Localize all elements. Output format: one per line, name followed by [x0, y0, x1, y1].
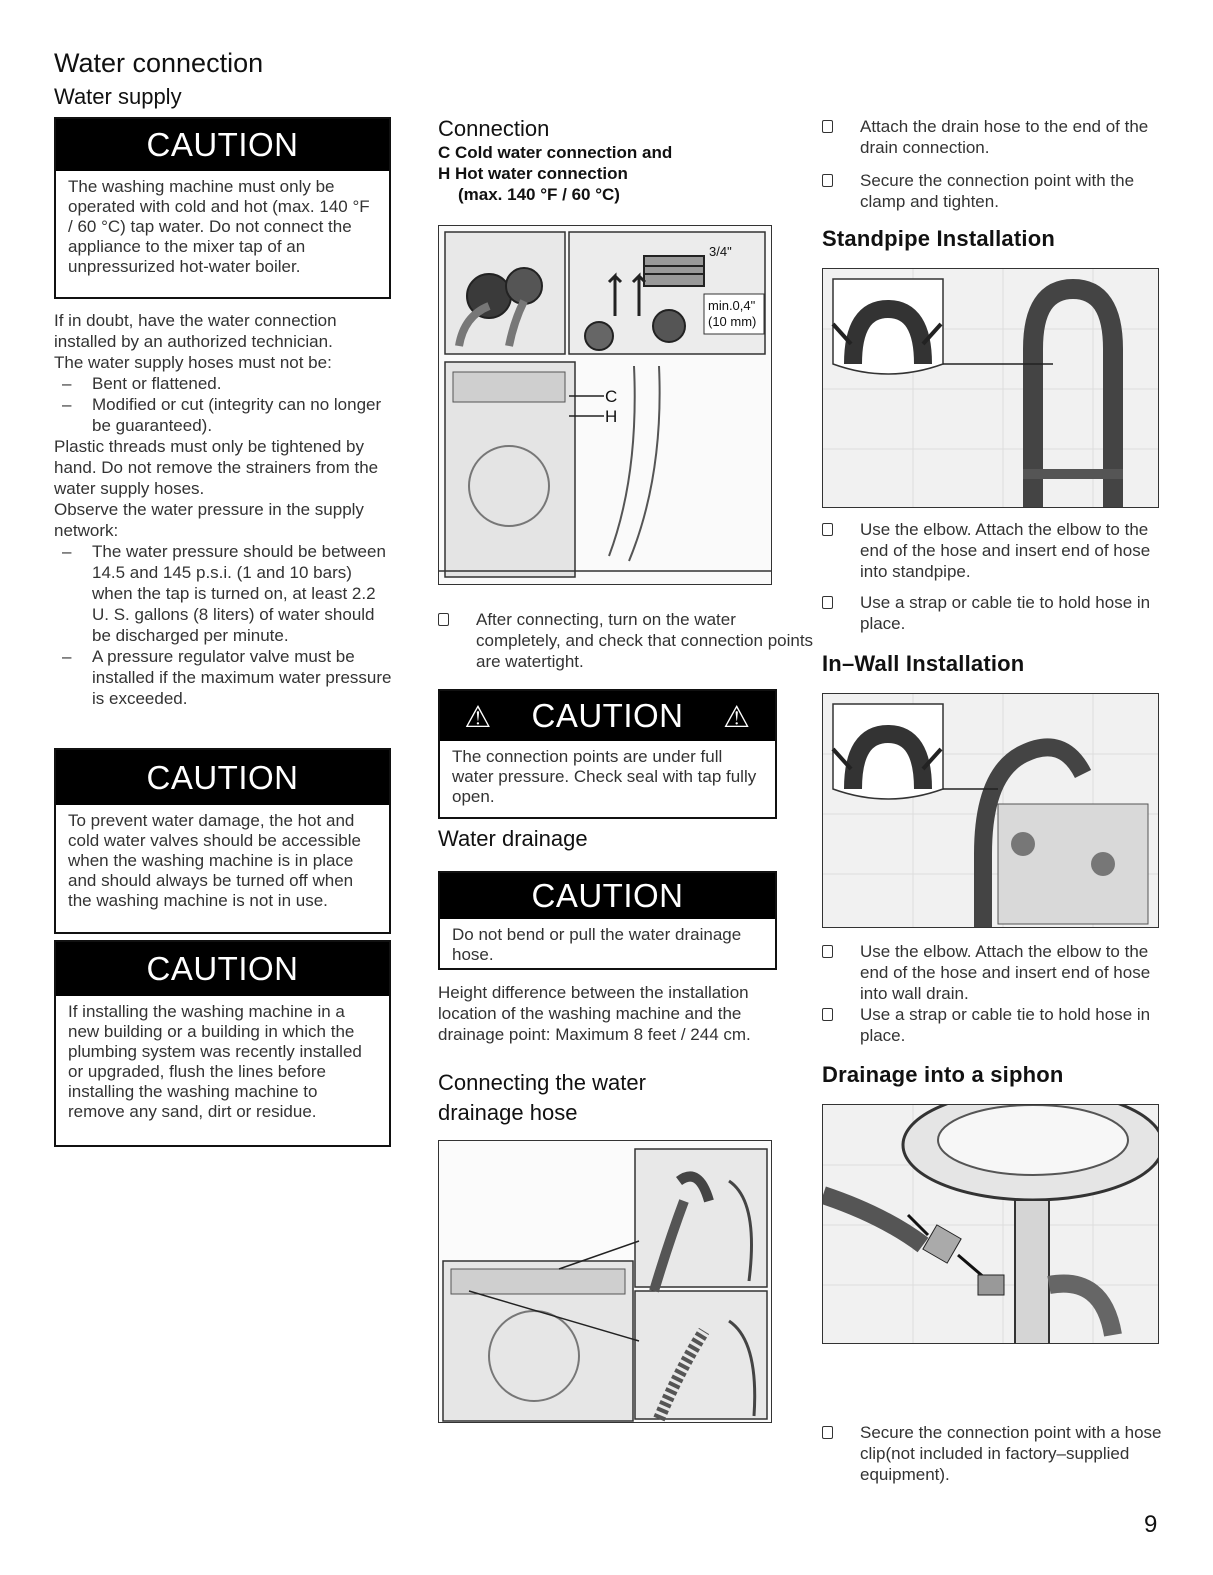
- checkbox-icon: [438, 613, 449, 626]
- connection-hot: H Hot water connection: [438, 164, 628, 183]
- page-title: Water connection: [54, 48, 264, 78]
- inwall-illustration: [823, 694, 1159, 928]
- caution-label: CAUTION: [531, 697, 684, 734]
- list-item: – A pressure regulator valve must be installed if the maximum water pressure is exceeded.: [62, 647, 392, 708]
- checkbox-icon: [822, 523, 833, 536]
- drainage-title: Water drainage: [438, 826, 588, 851]
- standpipe-illustration: [823, 269, 1159, 508]
- caution-label: CAUTION: [56, 119, 389, 171]
- caution-label: CAUTION: [440, 873, 775, 919]
- h-label: H: [605, 407, 618, 426]
- paragraph: If in doubt, have the water connection installed by an authorized technician.: [54, 311, 337, 351]
- checkbox-icon: [822, 596, 833, 609]
- siphon-figure: [822, 1104, 1159, 1344]
- caution-text: Do not bend or pull the water drainage hose.: [452, 925, 742, 964]
- min-label-1: min.0,4": [708, 298, 756, 313]
- inwall-steps: [822, 941, 1167, 1046]
- page-number: 9: [1144, 1511, 1158, 1538]
- connection-cold: C Cold water connection and: [438, 143, 673, 162]
- caution-text: The washing machine must only be operated with cold and hot (max. 140 °F / 60 °C) tap water. Do not connect the appliance to the mixer tap of an unpressurized hot-water boiler.: [68, 177, 370, 276]
- siphon-step: Secure the connection point with a hose clip(not included in factory–supplied equipment).: [822, 1422, 1205, 1485]
- after-connecting-step: After connecting, turn on the water completely, and check that connection points are watertight.: [438, 609, 816, 672]
- siphon-illustration: [823, 1105, 1159, 1344]
- inwall-title: In–Wall Installation: [822, 651, 1025, 676]
- caution-box-2: [54, 748, 391, 934]
- thread-label: 3/4": [709, 244, 732, 259]
- connection-header: [438, 116, 778, 205]
- connection-figure: [438, 225, 772, 585]
- warning-triangle-icon: ⚠: [723, 701, 751, 734]
- paragraph: The water supply hoses must not be:: [54, 353, 332, 372]
- list-item: – Bent or flattened.: [62, 374, 222, 393]
- height-text: Height difference between the installation location of the washing machine and the drainage point: Maximum 8 feet / 244 cm.: [438, 983, 751, 1044]
- min-label-2: (10 mm): [708, 314, 757, 329]
- checkbox-icon: [822, 1008, 833, 1021]
- connection-title: Connection: [438, 116, 550, 141]
- list-item: – Modified or cut (integrity can no longer be guaranteed).: [62, 395, 382, 435]
- caution-label: CAUTION: [56, 750, 389, 805]
- caution-text: To prevent water damage, the hot and cold water valves should be accessible when the washing machine is in place and should always be turned off when the washing machine is not in use.: [68, 811, 361, 910]
- inwall-figure: [822, 693, 1159, 928]
- step-item: Secure the connection point with the clamp and tighten.: [822, 170, 1167, 212]
- caution-text: The connection points are under full water pressure. Check seal with tap fully open.: [452, 747, 757, 806]
- standpipe-title: Standpipe Installation: [822, 226, 1055, 251]
- standpipe-steps: [822, 519, 1167, 634]
- connecting-title: Connecting the water drainage hose: [438, 1070, 646, 1125]
- drain-hose-illustration: [439, 1141, 772, 1423]
- warning-triangle-icon: ⚠: [464, 701, 492, 734]
- col3-steps: [822, 116, 1167, 212]
- checkbox-icon: [822, 1426, 833, 1439]
- standpipe-figure: [822, 268, 1159, 508]
- checkbox-icon: [822, 120, 833, 133]
- checkbox-icon: [822, 945, 833, 958]
- step-item: Use a strap or cable tie to hold hose in place.: [822, 1004, 1167, 1046]
- caution-box-1: [54, 117, 391, 299]
- paragraph: Observe the water pressure in the supply network:: [54, 500, 364, 540]
- col1-body: [54, 310, 394, 709]
- connection-max: (max. 140 °F / 60 °C): [458, 185, 620, 204]
- connection-illustration: [439, 226, 772, 585]
- caution-text: If installing the washing machine in a new building or a building in which the plumbing system was recently installed or upgraded, flush the lines before installing the washing machine to remove any sand, dirt or residue.: [68, 1002, 362, 1121]
- step-item: Use a strap or cable tie to hold hose in place.: [822, 592, 1167, 634]
- caution-box-5: [438, 871, 777, 970]
- caution-header: [440, 691, 775, 741]
- step-item: Use the elbow. Attach the elbow to the end of the hose and insert end of hose into standpipe.: [822, 519, 1167, 582]
- list-item: – The water pressure should be between 14.5 and 145 p.s.i. (1 and 10 bars) when the tap is turned on, at least 2.2 U. S. gallons (8 liters) of water should be discharged per minute.: [62, 542, 386, 645]
- drain-hose-figure: [438, 1140, 772, 1423]
- caution-box-4: [438, 689, 777, 819]
- page-subtitle: Water supply: [54, 84, 182, 109]
- c-label: C: [605, 387, 618, 406]
- step-item: Use the elbow. Attach the elbow to the end of the hose and insert end of hose into wall drain.: [822, 941, 1167, 1004]
- paragraph: Plastic threads must only be tightened by hand. Do not remove the strainers from the water supply hoses.: [54, 437, 379, 498]
- caution-box-3: [54, 940, 391, 1147]
- step-item: Attach the drain hose to the end of the drain connection.: [822, 116, 1167, 158]
- siphon-title: Drainage into a siphon: [822, 1062, 1064, 1087]
- caution-label: CAUTION: [56, 942, 389, 996]
- checkbox-icon: [822, 174, 833, 187]
